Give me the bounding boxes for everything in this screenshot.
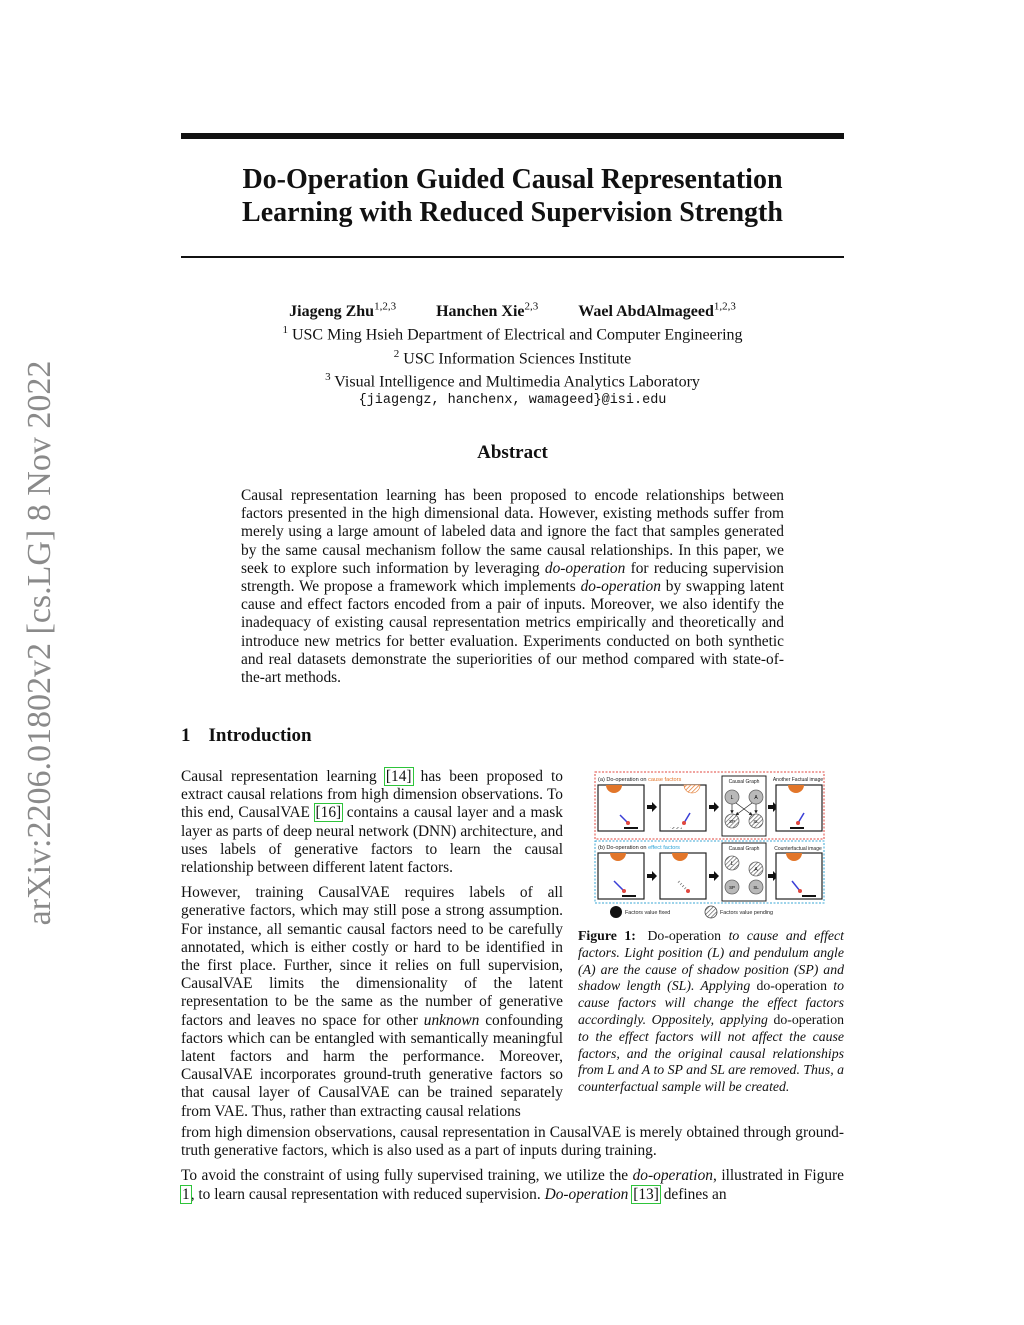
svg-text:L: L — [730, 795, 734, 801]
affiliation-2: $^2$ USC Information Sciences Institute — [393, 347, 632, 367]
author-names — [181, 298, 844, 321]
figure-1-diagram — [594, 771, 844, 921]
introduction-continued — [181, 1124, 844, 1211]
panel-a-label: (a) Do-operation on cause factors — [598, 777, 682, 783]
intro-paragraph-2-continued: from high dimension observations, causal representation in CausalVAE is merely obtained through ground-truth generative factors, which is also used as a part of inputs during training. — [181, 1124, 844, 1160]
citation-link-13[interactable]: [13] — [633, 1185, 659, 1203]
counterfactual-label: Counterfactual image — [774, 846, 822, 852]
panel-a-output-image — [776, 785, 822, 831]
title-line-1: Do-Operation Guided Causal Representation — [242, 164, 783, 195]
panel-b-input-image — [598, 853, 644, 899]
introduction-column — [181, 768, 563, 1128]
section-heading-introduction: 1 Introduction — [181, 725, 312, 746]
author-1: Jiageng Zhu$^{1,2,3}$ — [289, 301, 397, 321]
svg-text:SP: SP — [729, 885, 735, 890]
svg-text:Causal Graph: Causal Graph — [728, 846, 760, 852]
affiliation-1: $^1$ USC Ming Hsieh Department of Electrical and Computer Engineering — [282, 324, 743, 344]
author-3: Wael AbdAlmageed$^{1,2,3}$ — [578, 301, 736, 321]
citation-link-16[interactable]: [16] — [315, 804, 342, 822]
another-factual-label: Another Factual image — [772, 777, 824, 783]
legend-pending-marker — [705, 906, 717, 918]
svg-text:Causal Graph: Causal Graph — [728, 779, 760, 785]
title-line-2: Learning with Reduced Supervision Strength — [242, 197, 783, 228]
legend-fixed-label: Factors value fixed — [625, 910, 671, 916]
arrow-icon — [647, 871, 657, 881]
panel-b-output-image — [776, 853, 822, 899]
author-emails: {jiagengz, hanchenx, wamageed}@isi.edu — [358, 393, 667, 409]
intro-paragraph-1: Causal representation learning [14] has been proposed to extract causal relations from high dimension observations. To this end, CausalVAE [16] contains a causal layer and a mask layer as parts of deep neural network (DNN) architecture, and uses labels of generative factors to learn the causal relationship between different latent factors. — [181, 768, 564, 877]
affiliation-3: $^3$ Visual Intelligence and Multimedia Analytics Laboratory — [325, 370, 700, 391]
citation-link-14[interactable]: [14] — [385, 768, 412, 785]
svg-text:A: A — [754, 867, 758, 873]
figure-link-1[interactable]: 1 — [182, 1185, 190, 1203]
title-top-rule — [181, 133, 844, 139]
svg-text:L: L — [730, 861, 734, 867]
svg-text:SL: SL — [753, 819, 759, 824]
arrow-icon — [709, 802, 719, 812]
causal-graph-a — [722, 776, 766, 836]
author-2: Hanchen Xie$^{2,3}$ — [436, 301, 539, 321]
legend-pending-label: Factors value pending — [720, 910, 774, 916]
panel-a-input-image — [598, 785, 644, 831]
figure-1-caption: Figure 1: Do-operation to cause and effect factors. Light position (L) and pendulum angle (A) are the cause of shadow position (SP) and shadow length (SL). Applying do-operation to cause factors will change the effect factors accordingly. Oppositely, applying do-operation to the effect factors will not affect the cause factors, and the original causal relationships from L and A to SP and SL are removed. Thus, a counterfactual sample will be created. — [578, 928, 844, 1095]
intro-paragraph-3: To avoid the constraint of using fully supervised training, we utilize the do-operation, illustrated in Figure 1, to learn causal representation with reduced supervision. Do-operation [13] defines an — [181, 1167, 845, 1203]
arrow-icon — [647, 802, 657, 812]
abstract-heading: Abstract — [477, 442, 548, 463]
arxiv-identifier: arXiv:2206.01802v2 [cs.LG] 8 Nov 2022 — [21, 360, 58, 926]
svg-text:SL: SL — [753, 885, 759, 890]
svg-text:SP: SP — [729, 819, 735, 824]
panel-b-label: (b) Do-operation on effect factors — [598, 845, 680, 851]
author-block — [181, 298, 844, 410]
intro-paragraph-2: However, training CausalVAE requires labels of all generative factors, which may still pose a strong assumption. For instance, all semantic causal factors need to be carefully annotated, which is either costly or hard to be identified in the first place. Further, since it relies on full supervision, CausalVAE limits the dimensionality of the latent representation to be the same as the number of generative factors and leaves no space for other unknown confounding factors which can be entangled with semantically meaningful latent factors and harm the performance. Moreover, CausalVAE incorporates ground-truth generative factors so that causal layer of CausalVAE can be trained separately from VAE. Thus, rather than extracting causal relations — [181, 884, 563, 1120]
figure-1 — [594, 771, 844, 921]
legend-fixed-marker — [610, 906, 622, 918]
svg-text:A: A — [754, 795, 758, 801]
title-bottom-rule — [181, 256, 844, 258]
panel-b-intervened-image — [660, 853, 706, 899]
abstract-text: Causal representation learning has been proposed to encode relationships between factors presented in the high dimensional data. However, existing methods suffer from merely using a large amount of labeled data and ignore the fact that samples generated by the same causal mechanism follow the same causal relationships. In this paper, we seek to explore such information by leveraging do-operation for reducing supervision strength. We propose a framework which implements do-operation by swapping latent cause and effect factors encoded from a pair of inputs. Moreover, we also identify the inadequacy of existing causal representation metrics empirically and theoretically and introduce new metrics for better evaluation. Experiments conducted on both synthetic and real datasets demonstrate the superiorities of our method compared with state-of-the-art methods. — [241, 487, 784, 687]
arrow-icon — [709, 871, 719, 881]
causal-graph-b — [722, 843, 766, 901]
panel-a-intervened-image — [660, 785, 706, 831]
paper-title — [181, 163, 844, 229]
